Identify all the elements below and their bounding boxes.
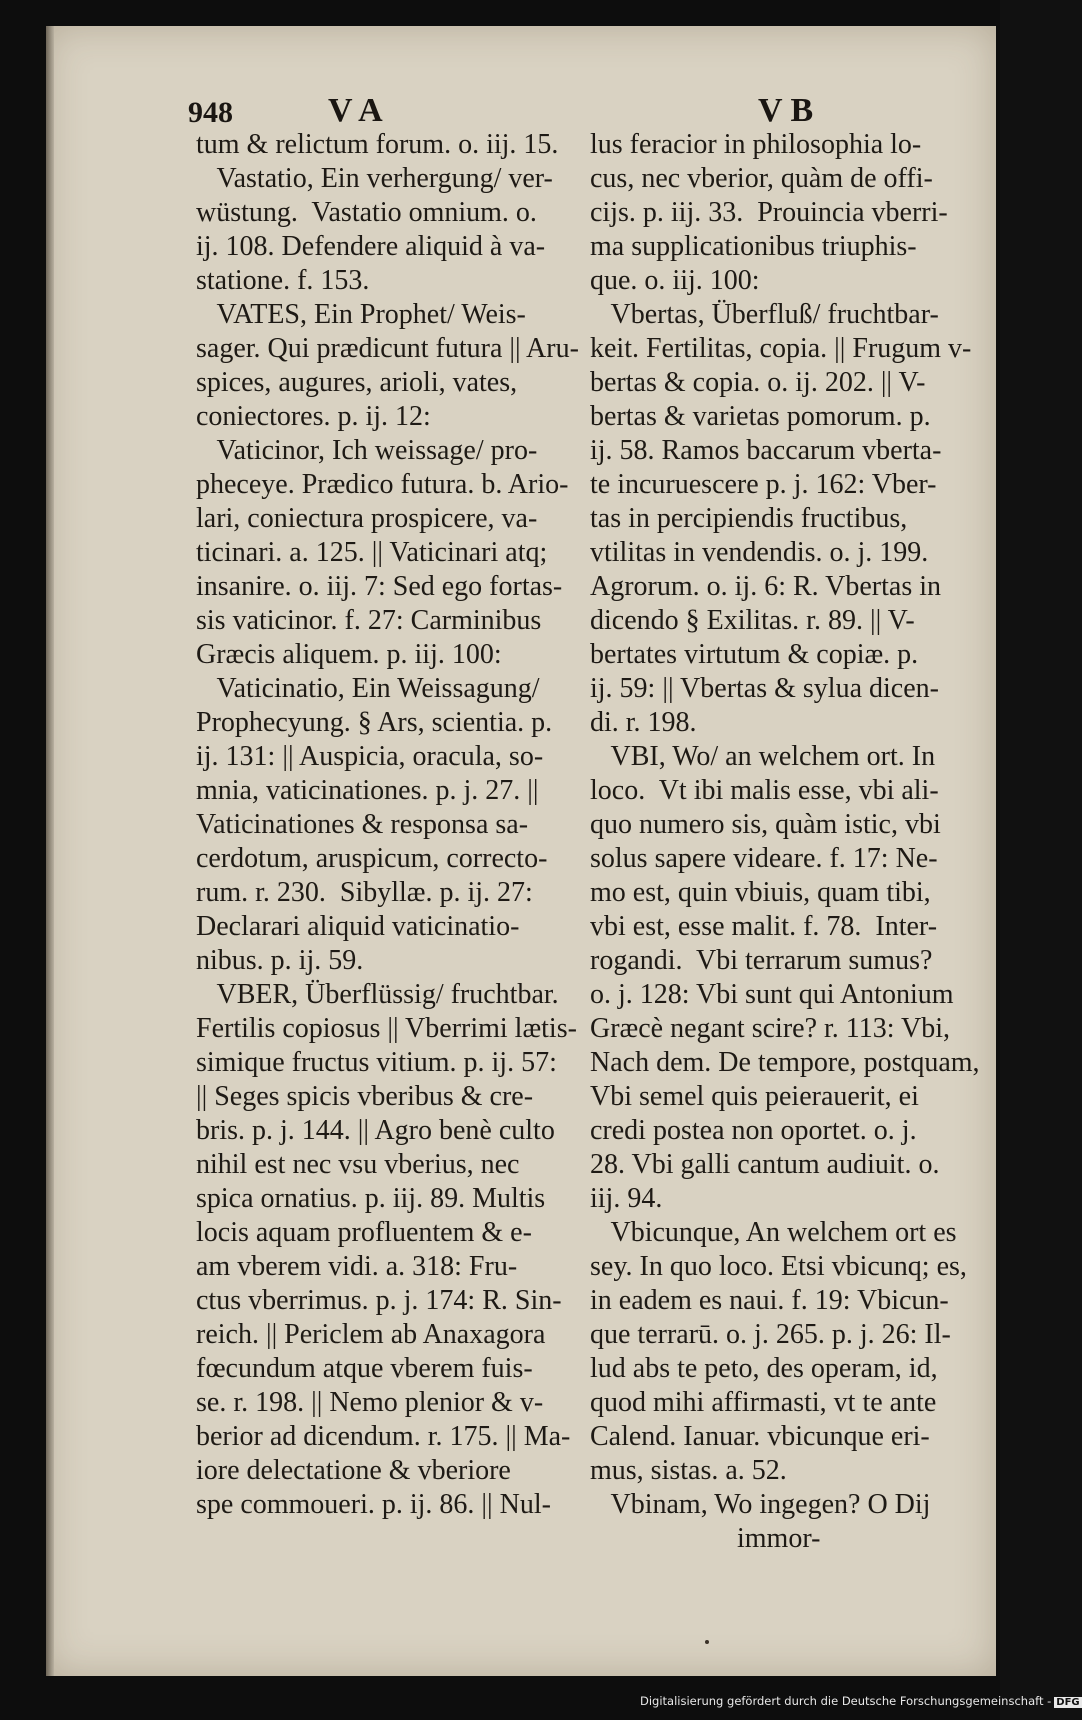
text-line: se. r. 198. || Nemo plenior & v- — [196, 1387, 544, 1418]
text-line: credi postea non oportet. o. j. — [590, 1115, 917, 1146]
text-line: te incuruescere p. j. 162: Vber- — [590, 469, 937, 500]
text-line: cerdotum, aruspicum, correcto- — [196, 843, 548, 874]
text-line: Vbicunque, An welchem ort es — [590, 1217, 957, 1248]
text-line: o. j. 128: Vbi sunt qui Antonium — [590, 979, 954, 1010]
left-running-head: VA — [328, 92, 393, 129]
text-line: que. o. iij. 100: — [590, 265, 760, 296]
text-line: Fertilis copiosus || Vberrimi lætis- — [196, 1013, 577, 1044]
text-line: locis aquam profluentem & e- — [196, 1217, 532, 1248]
text-line: cijs. p. iij. 33. Prouincia vberri- — [590, 197, 948, 228]
text-line: Græcè negant scire? r. 113: Vbi, — [590, 1013, 951, 1044]
text-line: simique fructus vitium. p. ij. 57: — [196, 1047, 557, 1078]
text-line: ctus vberrimus. p. j. 174: R. Sin- — [196, 1285, 562, 1316]
text-line: Agrorum. o. ij. 6: R. Vbertas in — [590, 571, 942, 602]
text-line: quo numero sis, quàm istic, vbi — [590, 809, 941, 840]
right-text-column — [590, 128, 980, 1556]
text-line: nihil est nec vsu vberius, nec — [196, 1149, 520, 1180]
text-line: am vberem vidi. a. 318: Fru- — [196, 1251, 518, 1282]
text-line: di. r. 198. — [590, 707, 697, 738]
text-line: tas in percipiendis fructibus, — [590, 503, 908, 534]
text-line: que terrarū. o. j. 265. p. j. 26: Il- — [590, 1319, 951, 1350]
text-line: ij. 59: || Vbertas & sylua dicen- — [590, 673, 939, 704]
text-line: ij. 131: || Auspicia, oracula, so- — [196, 741, 544, 772]
text-line: Calend. Ianuar. vbicunque eri- — [590, 1421, 930, 1452]
text-line: || Seges spicis vberibus & cre- — [196, 1081, 534, 1112]
text-line: Vbinam, Wo ingegen? O Dij — [590, 1489, 931, 1520]
text-line: sey. In quo loco. Etsi vbicunq; es, — [590, 1251, 967, 1282]
text-line: sager. Qui prædicunt futura || Aru- — [196, 333, 579, 364]
ink-speck — [705, 1640, 709, 1644]
footer-text: Digitalisierung gefördert durch die Deutsche Forschungsgemeinschaft - — [640, 1694, 1052, 1708]
page-edge — [46, 26, 54, 1676]
text-line: ij. 58. Ramos baccarum vberta- — [590, 435, 942, 466]
text-line: bertates virtutum & copiæ. p. — [590, 639, 919, 670]
text-line: statione. f. 153. — [196, 265, 370, 296]
text-line: ticinari. a. 125. || Vaticinari atq; — [196, 537, 548, 568]
text-line: Vbi semel quis peierauerit, ei — [590, 1081, 919, 1112]
text-line: spica ornatius. p. iij. 89. Multis — [196, 1183, 546, 1214]
text-line: insanire. o. iij. 7: Sed ego fortas- — [196, 571, 563, 602]
text-line: ij. 108. Defendere aliquid à va- — [196, 231, 546, 262]
text-line: Prophecyung. § Ars, scientia. p. — [196, 707, 553, 738]
text-line: lud abs te peto, des operam, id, — [590, 1353, 938, 1384]
text-line: lari, coniectura prospicere, va- — [196, 503, 538, 534]
running-head — [188, 92, 968, 132]
text-line: lus feracior in philosophia lo- — [590, 129, 922, 160]
text-line: quod mihi affirmasti, vt te ante — [590, 1387, 937, 1418]
text-line: dicendo § Exilitas. r. 89. || V- — [590, 605, 915, 636]
text-line: berior ad dicendum. r. 175. || Ma- — [196, 1421, 571, 1452]
text-line: immor- — [590, 1523, 821, 1554]
text-line: nibus. p. ij. 59. — [196, 945, 364, 976]
page-number: 948 — [188, 96, 233, 129]
text-line: vtilitas in vendendis. o. j. 199. — [590, 537, 929, 568]
dfg-logo: DFG — [1056, 1697, 1080, 1708]
text-line: VBI, Wo/ an welchem ort. In — [590, 741, 936, 772]
text-line: pheceye. Prædico futura. b. Ario- — [196, 469, 569, 500]
text-line: tum & relictum forum. o. iij. 15. — [196, 129, 559, 160]
text-line: bertas & varietas pomorum. p. — [590, 401, 931, 432]
text-line: Declarari aliquid vaticinatio- — [196, 911, 520, 942]
text-line: Vaticinationes & responsa sa- — [196, 809, 529, 840]
text-line: spices, augures, arioli, vates, — [196, 367, 518, 398]
left-text-column — [196, 128, 579, 1522]
text-line: reich. || Periclem ab Anaxagora — [196, 1319, 546, 1350]
digitization-footer — [640, 1694, 1080, 1712]
text-line: wüstung. Vastatio omnium. o. — [196, 197, 537, 228]
text-line: mo est, quin vbiuis, quam tibi, — [590, 877, 931, 908]
text-line: spe commoueri. p. ij. 86. || Nul- — [196, 1489, 551, 1520]
text-line: Vastatio, Ein verhergung/ ver- — [196, 163, 553, 194]
text-line: sis vaticinor. f. 27: Carminibus — [196, 605, 542, 636]
text-line: vbi est, esse malit. f. 78. Inter- — [590, 911, 938, 942]
text-line: fœcundum atque vberem fuis- — [196, 1353, 533, 1384]
right-running-head: VB — [758, 92, 822, 129]
text-line: 28. Vbi galli cantum audiuit. o. — [590, 1149, 940, 1180]
text-line: coniectores. p. ij. 12: — [196, 401, 431, 432]
text-line: VBER, Überflüssig/ fruchtbar. — [196, 979, 559, 1010]
text-line: Vaticinatio, Ein Weissagung/ — [196, 673, 540, 704]
text-line: rogandi. Vbi terrarum sumus? — [590, 945, 933, 976]
text-line: bris. p. j. 144. || Agro benè culto — [196, 1115, 555, 1146]
text-line: rum. r. 230. Sibyllæ. p. ij. 27: — [196, 877, 533, 908]
text-line: Græcis aliquem. p. iij. 100: — [196, 639, 502, 670]
text-line: loco. Vt ibi malis esse, vbi ali- — [590, 775, 939, 806]
text-line: ma supplicationibus triuphis- — [590, 231, 917, 262]
text-line: solus sapere videare. f. 17: Ne- — [590, 843, 938, 874]
text-line: Nach dem. De tempore, postquam, — [590, 1047, 980, 1078]
text-line: cus, nec vberior, quàm de offi- — [590, 163, 933, 194]
text-line: Vaticinor, Ich weissage/ pro- — [196, 435, 538, 466]
text-line: mus, sistas. a. 52. — [590, 1455, 787, 1486]
text-line: bertas & copia. o. ij. 202. || V- — [590, 367, 926, 398]
text-line: VATES, Ein Prophet/ Weis- — [196, 299, 526, 330]
text-line: mnia, vaticinationes. p. j. 27. || — [196, 775, 539, 806]
text-line: keit. Fertilitas, copia. || Frugum v- — [590, 333, 972, 364]
text-line: in eadem es naui. f. 19: Vbicun- — [590, 1285, 949, 1316]
text-line: iore delectatione & vberiore — [196, 1455, 511, 1486]
text-line: iij. 94. — [590, 1183, 663, 1214]
text-line: Vbertas, Überfluß/ fruchtbar- — [590, 299, 939, 330]
